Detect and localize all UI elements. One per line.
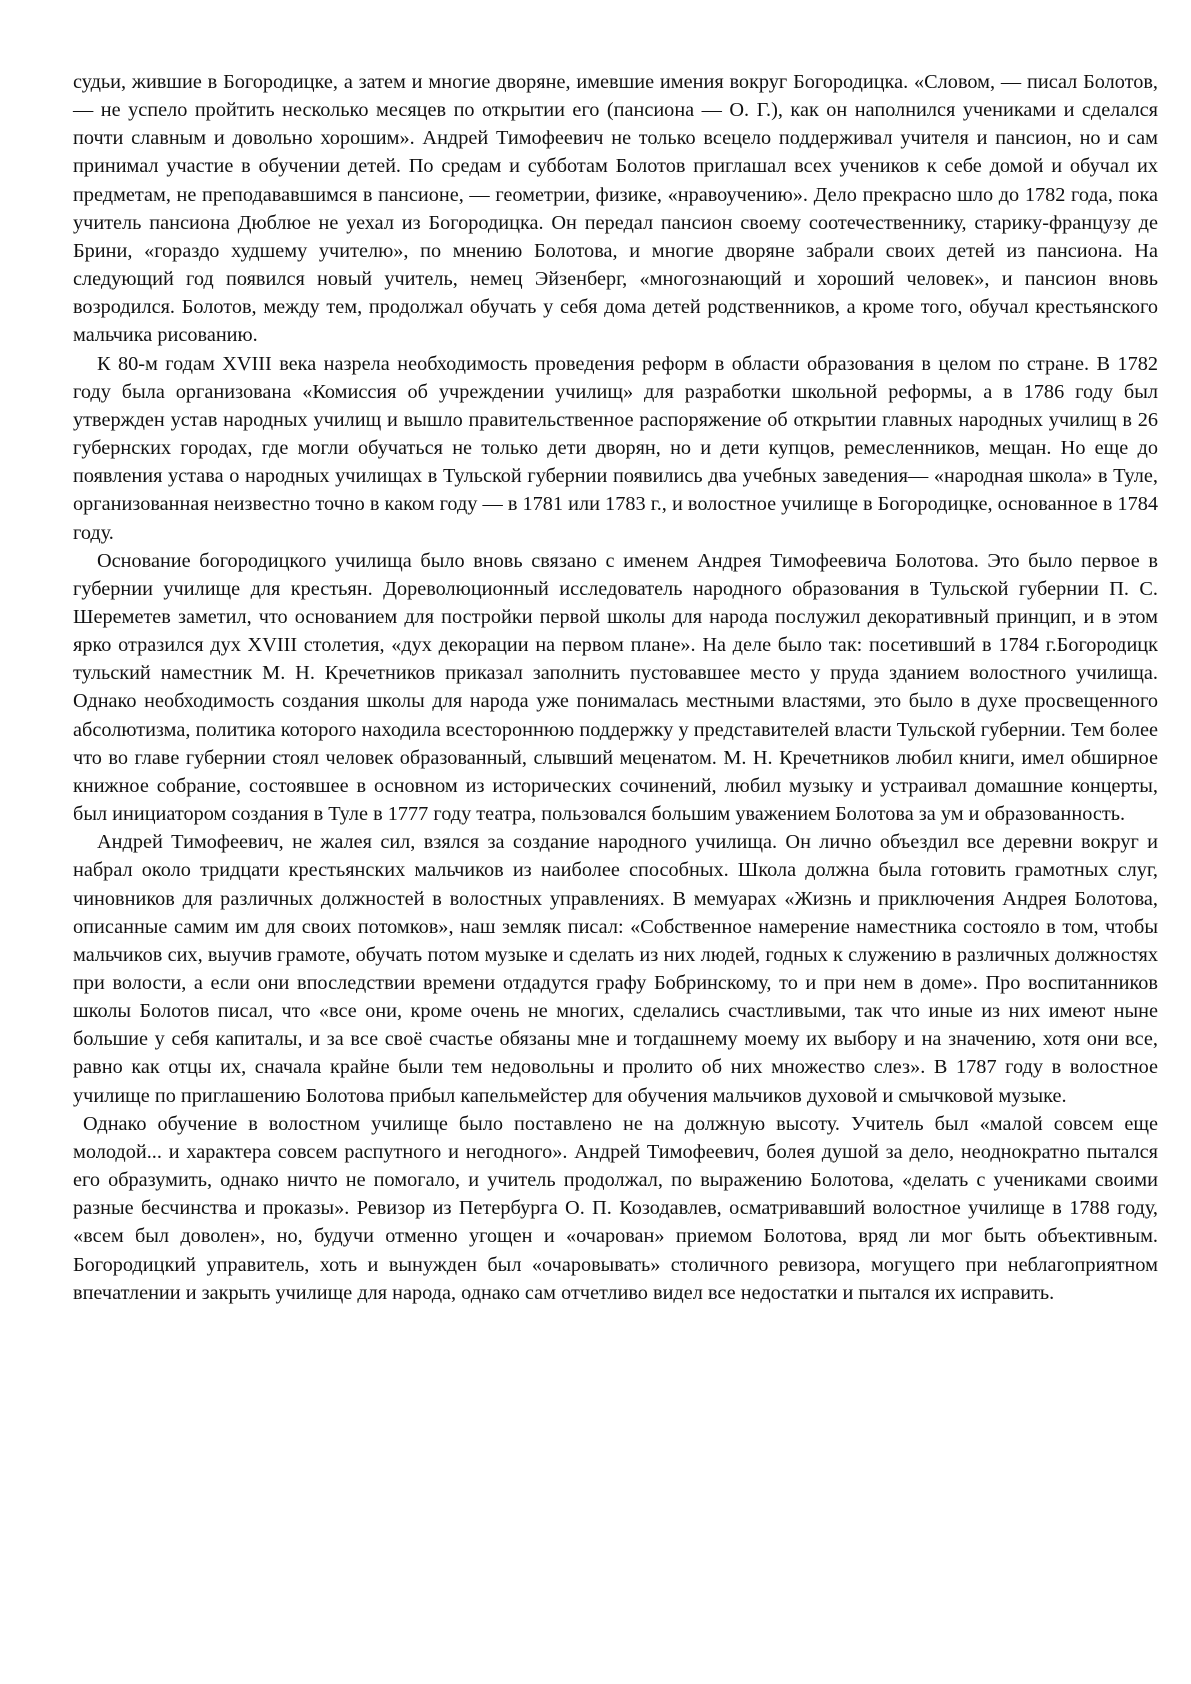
paragraph-boarding-school: судьи, жившие в Богородицке, а затем и многие дворяне, имевшие имения вокруг Богородицка. «Словом, — писал Болотов, — не успело пройтить несколько месяцев по открытии его (пансиона — О. Г.), как он наполнился учениками и сделался почти славным и довольно хорошим». Андрей Тимофеевич не только всецело поддерживал учителя и пансион, но и сам принимал участие в обучении детей. По средам и субботам Болотов приглашал всех учеников к себе домой и обучал их предметам, не преподававшимся в пансионе, — геометрии, физике, «нравоучению». Дело прекрасно шло до 1782 года, пока учитель пансиона Дюблюе не уехал из Богородицка. Он передал пансион своему соотечественнику, старику-французу де Брини, «гораздо худшему учителю», по мнению Болотова, и многие дворяне забрали своих детей из пансиона. На следующий год появился новый учитель, немец Эйзенберг, «многознающий и хороший человек», и пансион вновь возродился. Болотов, между тем, продолжал обучать у себя дома детей родственников, а кроме того, обучал крестьянского мальчика рисованию.: [73, 71, 1158, 347]
paragraph-teaching-quality: Однако обучение в волостном училище было поставлено не на должную высоту. Учитель был «малой совсем еще молодой... и характера совсем распутного и негодного». Андрей Тимофеевич, болея душой за дело, неоднократно пытался его образумить, однако ничто не помогало, и учитель продолжал, по выражению Болотова, «делать с учениками своими разные бесчинства и проказы». Ревизор из Петербурга О. П. Козодавлев, осматривавший волостное училище в 1788 году, «всем был доволен», но, будучи отменно угощен и «очарован» приемом Болотова, вряд ли мог быть объективным. Богородицкий управитель, хоть и вынужден был «очаровывать» столичного ревизора, могущего при неблагоприятном впечатлении и закрыть училище для народа, однако сам отчетливо видел все недостатки и пытался их исправить.: [73, 1112, 1158, 1304]
paragraph-education-reform: К 80-м годам XVIII века назрела необходимость проведения реформ в области образования в целом по стране. В 1782 году была организована «Комиссия об учреждении училищ» для разработки школьной реформы, а в 1786 году был утвержден устав народных училищ и вышло правительственное распоряжение об открытии главных народных училищ в 26 губернских городах, где могли обучаться не только дети дворян, но и дети купцов, ремесленников, мещан. Но еще до появления устава о народных училищах в Тульской губернии появились два учебных заведения— «народная школа» в Туле, организованная неизвестно точно в каком году — в 1781 или 1783 г., и волостное училище в Богородицке, основанное в 1784 году.: [73, 352, 1158, 544]
paragraph-school-founding: Основание богородицкого училища было вновь связано с именем Андрея Тимофеевича Болотова. Это было первое в губернии училище для крестьян. Дореволюционный исследователь народного образования в Тульской губернии П. С. Шереметев заметил, что основанием для постройки первой школы для народа послужил декоративный принцип, и в этом ярко отразился дух XVIII столетия, «дух декорации на первом плане». На деле было так: посетивший в 1784 г.Богородицк тульский наместник М. Н. Кречетников приказал заполнить пустовавшее место у пруда зданием волостного училища. Однако необходимость создания школы для народа уже понималась местными властями, это было в духе просвещенного абсолютизма, политика которого находила всестороннюю поддержку у представителей власти Тульской губернии. Тем более что во главе губернии стоял человек образованный, слывший меценатом. М. Н. Кречетников любил книги, имел обширное книжное собрание, состоявшее в основном из исторических сочинений, любил музыку и устраивал домашние концерты, был инициатором создания в Туле в 1777 году театра, пользовался большим уважением Болотова за ум и образованность.: [73, 549, 1158, 826]
document-page: [73, 68, 1158, 1307]
paragraph-peasant-pupils: Андрей Тимофеевич, не жалея сил, взялся за создание народного училища. Он лично объездил все деревни вокруг и набрал около тридцати крестьянских мальчиков из наиболее способных. Школа должна была готовить грамотных слуг, чиновников для различных должностей в волостных управлениях. В мемуарах «Жизнь и приключения Андрея Болотова, описанные самим им для своих потомков», наш земляк писал: «Собственное намерение наместника состояло в том, чтобы мальчиков сих, выучив грамоте, обучать потом музыке и сделать из них людей, годных к служению в различных должностях при волости, а если они впоследствии времени отдадутся графу Бобринскому, то и при нем в доме». Про воспитанников школы Болотов писал, что «все они, кроме очень не многих, сделались счастливыми, так что иные из них имеют ныне большие у себя капиталы, и за все своё счастье обязаны мне и тогдашнему моему их выбору и на значению, хотя они все, равно как отцы их, сначала крайне были тем недовольны и пролито об них множество слез». В 1787 году в волостное училище по приглашению Болотова прибыл капельмейстер для обучения мальчиков духовой и смычковой музыке.: [73, 831, 1158, 1107]
